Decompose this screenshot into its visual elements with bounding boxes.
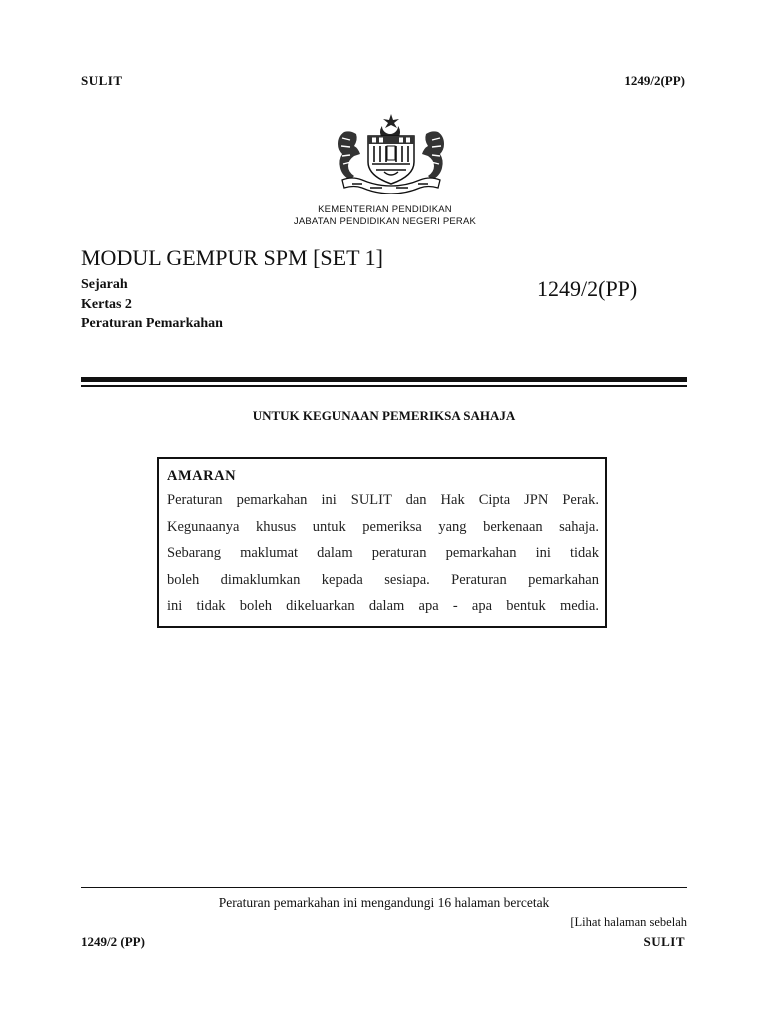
divider-thick [81,377,687,382]
warning-text [167,487,599,620]
footer-paper-code: 1249/2 (PP) [81,934,145,949]
footer-sulit: SULIT [643,934,685,949]
ministry-label [270,204,500,228]
header-paper-code: 1249/2(PP) [624,73,685,88]
warning-line: boleh dimaklumkan kepada sesiapa. Peraturan pemarkahan [167,571,599,588]
examiner-only-note: UNTUK KEGUNAAN PEMERIKSA SAHAJA [252,408,516,423]
page-count-note: Peraturan pemarkahan ini mengandungi 16 halaman bercetak [218,895,550,910]
warning-line: ini tidak boleh dikeluarkan dalam apa - apa bentuk media. [167,598,599,614]
warning-title: AMARAN [167,468,237,484]
warning-line: Peraturan pemarkahan ini SULIT dan Hak Cipta JPN Perak. [167,492,599,508]
next-page-note: [Lihat halaman sebelah [570,915,687,929]
document-title: MODUL GEMPUR SPM [SET 1] [81,245,383,270]
paper-code-large: 1249/2(PP) [537,276,638,301]
warning-box [157,457,607,628]
document-type-label: Peraturan Pemarkahan [81,316,223,331]
warning-line: Kegunaanya khusus untuk pemeriksa yang berkenaan sahaja. [167,518,599,535]
warning-line: Sebarang maklumat dalam peraturan pemarkahan ini tidak [167,545,599,561]
subject-label: Sejarah [81,277,128,292]
header-sulit: SULIT [81,73,123,88]
divider-thin [81,385,687,387]
paper-label: Kertas 2 [81,297,132,312]
malaysia-coat-of-arms-icon [330,112,452,194]
footer-divider [81,887,687,888]
ministry-line-1: KEMENTERIAN PENDIDIKAN [318,204,452,215]
ministry-line-2: JABATAN PENDIDIKAN NEGERI PERAK [293,216,477,227]
